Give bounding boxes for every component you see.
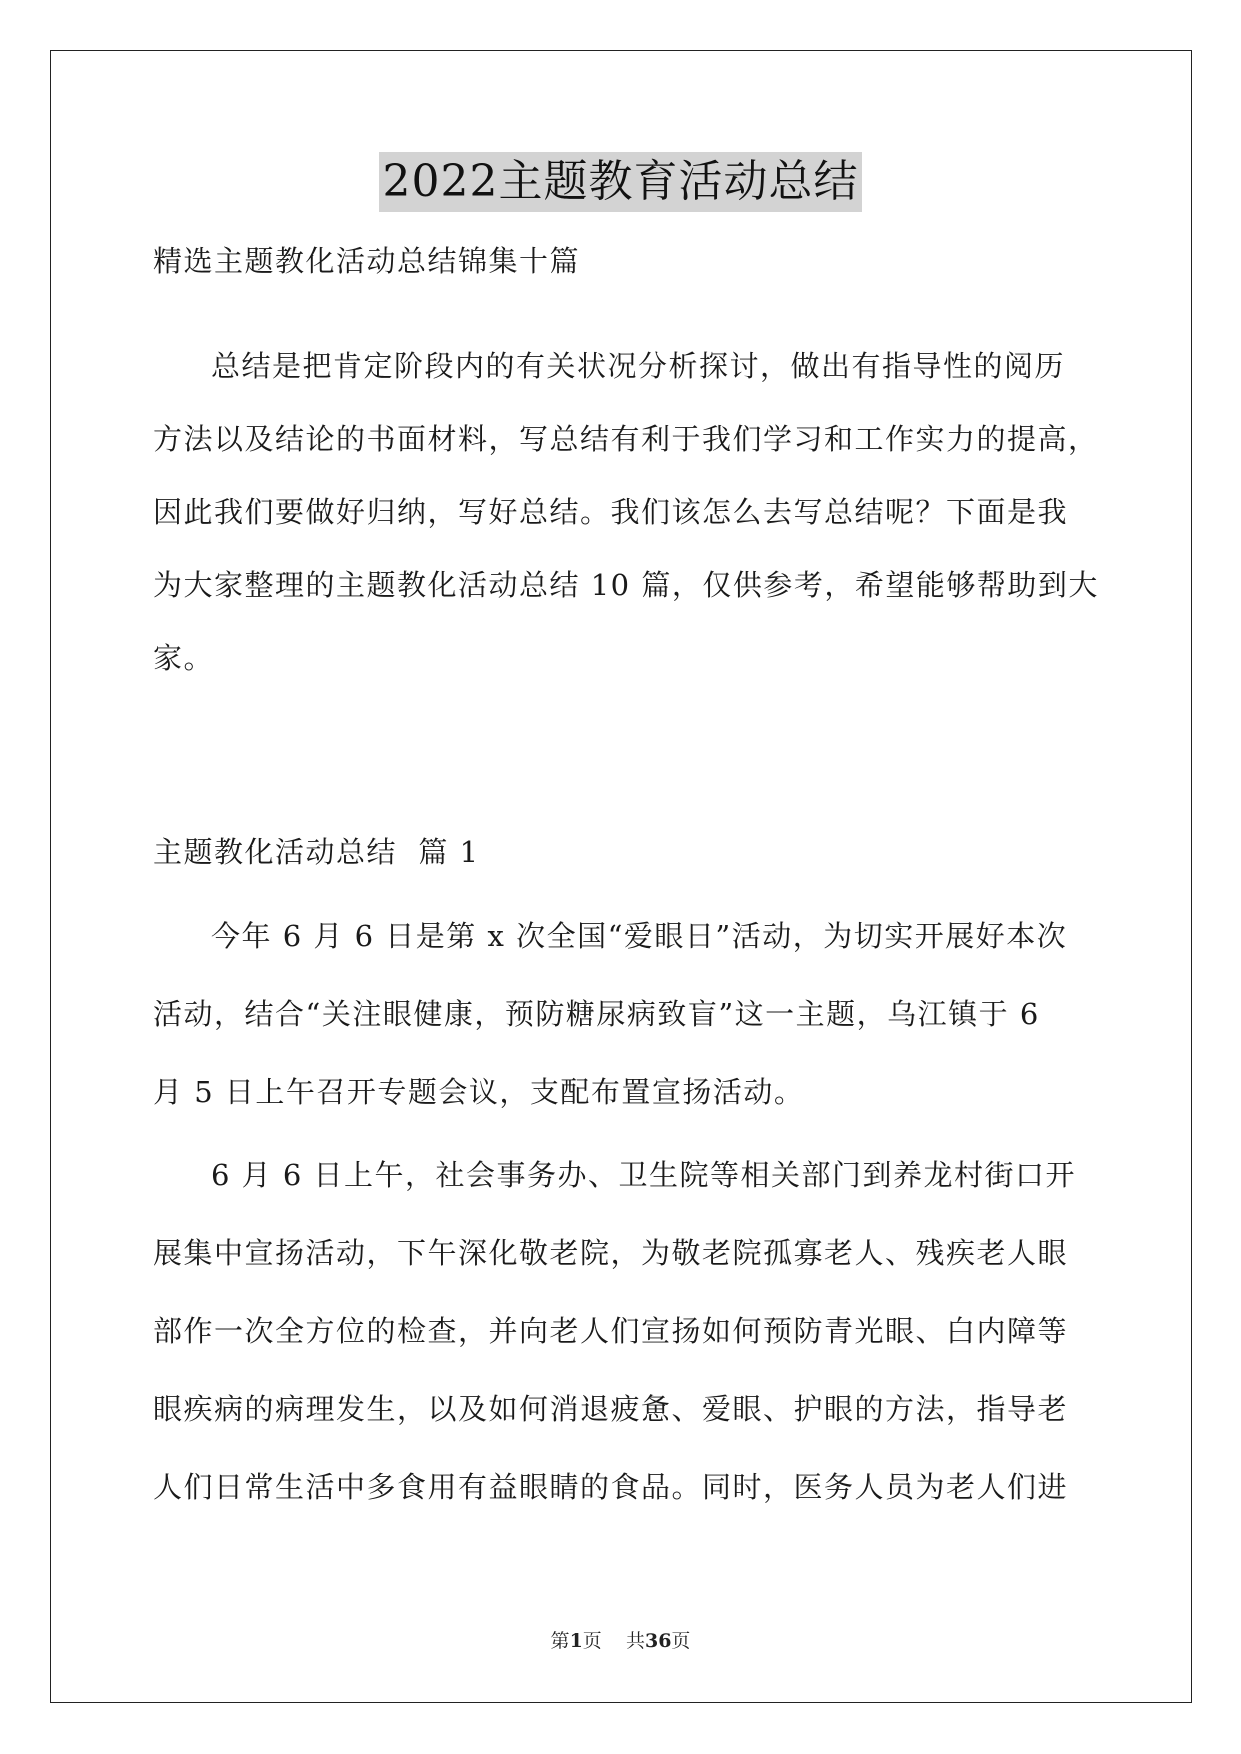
title-container: [0, 152, 1241, 212]
paragraph-line: 眼疾病的病理发生，以及如何消退疲惫、爱眼、护眼的方法，指导老: [153, 1392, 1069, 1426]
section-heading-text: 主题教化活动总结 篇 1: [153, 835, 480, 869]
footer-middle: 页 共: [582, 1630, 645, 1652]
intro-line: 为大家整理的主题教化活动总结 10 篇，仅供参考，希望能够帮助到大: [153, 568, 1099, 602]
footer-total-pages: 36: [644, 1630, 672, 1652]
subtitle-text: 精选主题教化活动总结锦集十篇: [153, 244, 581, 278]
section-heading: [153, 832, 1093, 872]
paragraph-2: [153, 1155, 1093, 1507]
document-subtitle: [153, 241, 1093, 281]
intro-paragraph: [153, 346, 1099, 678]
footer-prefix: 第: [550, 1630, 570, 1652]
footer-suffix: 页: [671, 1630, 691, 1652]
paragraph-line: 部作一次全方位的检查，并向老人们宣扬如何预防青光眼、白内障等: [153, 1314, 1069, 1348]
intro-line: 方法以及结论的书面材料，写总结有利于我们学习和工作实力的提高，: [153, 422, 1099, 456]
page-footer: [0, 1626, 1241, 1653]
paragraph-line: 活动，结合“关注眼健康，预防糖尿病致盲”这一主题，乌江镇于 6: [153, 997, 1040, 1031]
paragraph-line: 6 月 6 日上午，社会事务办、卫生院等相关部门到养龙村街口开: [211, 1158, 1077, 1192]
paragraph-1: [153, 916, 1093, 1112]
intro-line: 总结是把肯定阶段内的有关状况分析探讨，做出有指导性的阅历: [211, 349, 1066, 383]
paragraph-line: 人们日常生活中多食用有益眼睛的食品。同时，医务人员为老人们进: [153, 1470, 1069, 1504]
document-title: 2022主题教育活动总结: [379, 152, 863, 212]
paragraph-line: 今年 6 月 6 日是第 x 次全国“爱眼日”活动，为切实开展好本次: [211, 919, 1068, 953]
intro-line: 因此我们要做好归纳，写好总结。我们该怎么去写总结呢？下面是我: [153, 495, 1069, 529]
paragraph-line: 展集中宣扬活动，下午深化敬老院，为敬老院孤寡老人、残疾老人眼: [153, 1236, 1069, 1270]
intro-line: 家。: [153, 641, 215, 675]
paragraph-line: 月 5 日上午召开专题会议，支配布置宣扬活动。: [153, 1075, 805, 1109]
footer-page-number: 1: [569, 1630, 583, 1652]
